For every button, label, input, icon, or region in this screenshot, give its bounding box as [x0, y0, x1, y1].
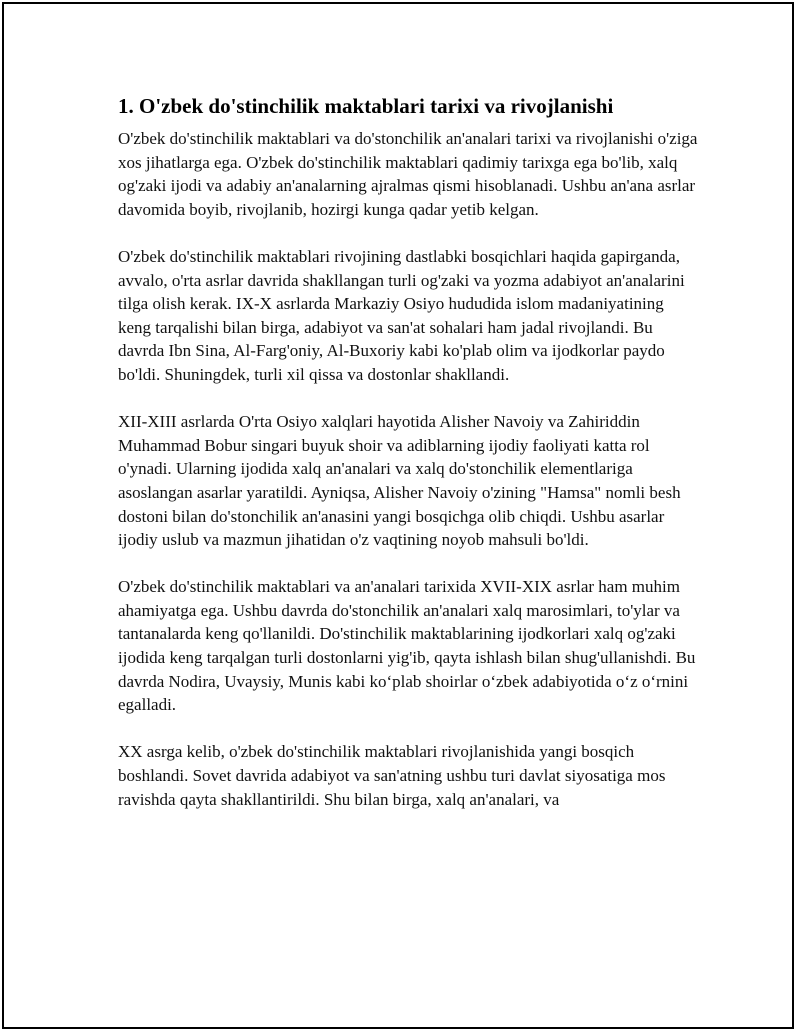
- section-heading: 1. O'zbek do'stinchilik maktablari tarixi va rivojlanishi: [118, 94, 614, 118]
- paragraph-1: O'zbek do'stinchilik maktablari va do'stonchilik an'analari tarixi va rivojlanishi o'ziga xos jihatlarga ega. O'zbek do'stinchilik maktablari qadimiy tarixga ega bo'lib, xalq og'zaki ijodi va adabiy an'analarning ajralmas qismi hisoblanadi. Ushbu an'ana asrlar davomida boyib, rivojlanib, hozirgi kunga qadar yetib kelgan.: [118, 129, 698, 219]
- paragraph-2: O'zbek do'stinchilik maktablari rivojining dastlabki bosqichlari haqida gapirganda, avvalo, o'rta asrlar davrida shakllangan turli og'zaki va yozma adabiyot an'analarini tilga olish kerak. IX-X asrlarda Markaziy Osiyo hududida islom madaniyatining keng tarqalishi bilan birga, adabiyot va san'at sohalari ham jadal rivojlandi. Bu davrda Ibn Sina, Al-Farg'oniy, Al-Buxoriy kabi ko'plab olim va ijodkorlar paydo bo'ldi. Shuningdek, turli xil qissa va dostonlar shakllandi.: [118, 246, 685, 384]
- paragraph-4: O'zbek do'stinchilik maktablari va an'analari tarixida XVII-XIX asrlar ham muhim ahamiyatga ega. Ushbu davrda do'stonchilik an'analari xalq marosimlari, to'ylar va tantanalarda keng qo'llanildi. Do'stinchilik maktablarining ijodkorlari xalq og'zaki ijodida keng tarqalgan turli dostonlarni yig'ib, qayta ishlash bilan shug'ullanishdi. Bu davrda Nodira, Uvaysiy, Munis kabi ko‘plab shoirlar o‘zbek adabiyotida o‘z o‘rnini egalladi.: [118, 577, 696, 715]
- document-body: [118, 92, 698, 835]
- paragraph-5: XX asrga kelib, o'zbek do'stinchilik maktablari rivojlanishida yangi bosqich boshlandi. Sovet davrida adabiyot va san'atning ushbu turi davlat siyosatiga mos ravishda qayta shakllantirildi. Shu bilan birga, xalq an'analari, va: [118, 742, 666, 809]
- paragraph-3: XII-XIII asrlarda O'rta Osiyo xalqlari hayotida Alisher Navoiy va Zahiriddin Muhammad Bobur singari buyuk shoir va adiblarning ijodiy faoliyati katta rol o'ynadi. Ularning ijodida xalq an'analari va xalq do'stonchilik elementlariga asoslangan asarlar yaratildi. Ayniqsa, Alisher Navoiy o'zining "Hamsa" nomli besh dostoni bilan do'stonchilik an'anasini yangi bosqichga olib chiqdi. Ushbu asarlar ijodiy uslub va mazmun jihatidan o'z vaqtining noyob mahsuli bo'ldi.: [118, 412, 681, 550]
